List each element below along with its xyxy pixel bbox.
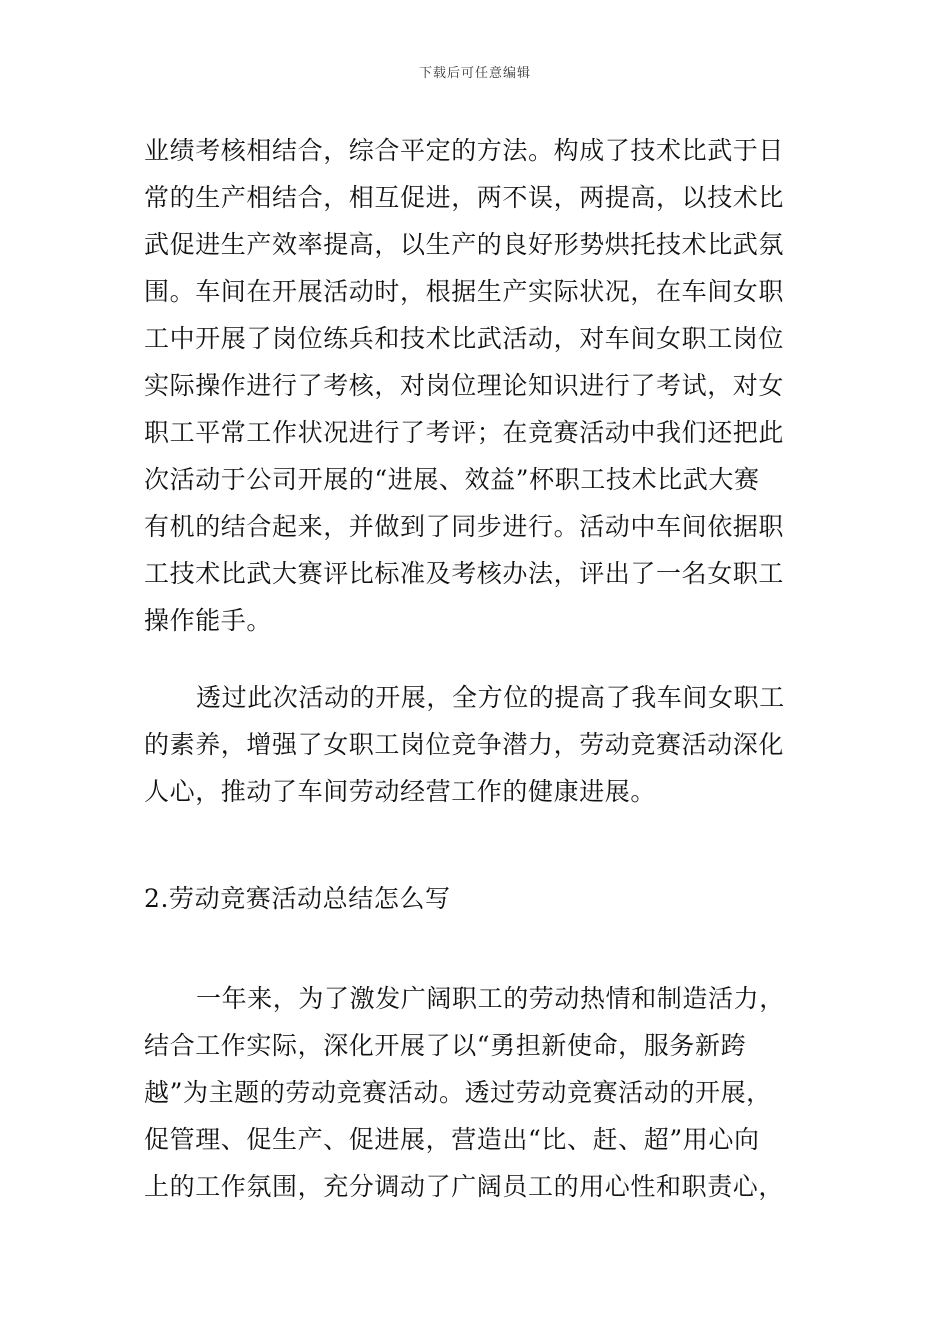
text-line: 工中开展了岗位练兵和技术比武活动，对车间女职工岗位 xyxy=(144,324,785,353)
text-line: 武促进生产效率提高，以生产的良好形势烘托技术比武氛 xyxy=(144,230,785,259)
text-line: 职工平常工作状况进行了考评；在竞赛活动中我们还把此 xyxy=(144,418,785,447)
text-line: 的素养，增强了女职工岗位竞争潜力，劳动竞赛活动深化 xyxy=(144,730,785,759)
section-heading-text: 2.劳动竞赛活动总结怎么写 xyxy=(144,884,451,913)
text-line: 上的工作氛围，充分调动了广阔员工的用心性和职责心， xyxy=(144,1172,785,1201)
text-line: 工技术比武大赛评比标准及考核办法，评出了一名女职工 xyxy=(144,559,785,588)
paragraph-2 xyxy=(144,674,814,815)
text-line: 人心，推动了车间劳动经营工作的健康进展。 xyxy=(144,777,657,806)
text-line: 次活动于公司开展的“进展、效益”杯职工技术比武大赛 xyxy=(144,465,760,494)
text-line: 操作能手。 xyxy=(144,606,273,635)
section-heading xyxy=(144,875,814,922)
text-line: 透过此次活动的开展，全方位的提高了我车间女职工 xyxy=(196,683,785,712)
text-line: 实际操作进行了考核，对岗位理论知识进行了考试，对女 xyxy=(144,371,785,400)
paragraph-1 xyxy=(144,127,814,644)
text-line: 有机的结合起来，并做到了同步进行。活动中车间依据职 xyxy=(144,512,785,541)
text-line: 促管理、促生产、促进展，营造出“比、赶、超”用心向 xyxy=(144,1125,760,1154)
paragraph-3 xyxy=(144,975,814,1210)
text-line: 围。车间在开展活动时，根据生产实际状况，在车间女职 xyxy=(144,277,785,306)
text-line: 常的生产相结合，相互促进，两不误，两提高，以技术比 xyxy=(144,183,785,212)
text-line: 越”为主题的劳动竞赛活动。透过劳动竞赛活动的开展， xyxy=(144,1078,772,1107)
page-header: 下载后可任意编辑 xyxy=(418,66,531,81)
text-line: 一年来，为了激发广阔职工的劳动热情和制造活力， xyxy=(196,984,785,1013)
text-line: 业绩考核相结合，综合平定的方法。构成了技术比武于日 xyxy=(144,136,785,165)
text-line: 结合工作实际，深化开展了以“勇担新使命，服务新跨 xyxy=(144,1031,747,1060)
